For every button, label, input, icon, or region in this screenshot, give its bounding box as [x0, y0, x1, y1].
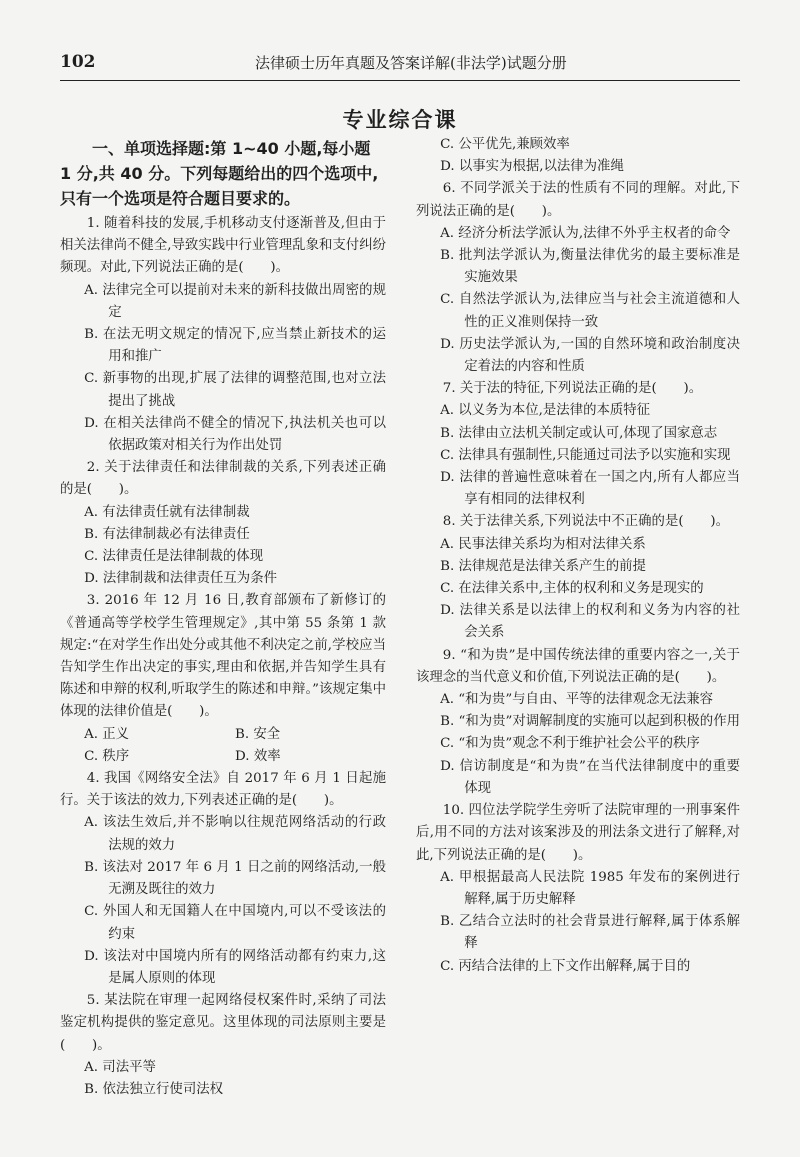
question-10-stem: 10. 四位法学院学生旁听了法院审理的一刑事案件后,用不同的方法对该案涉及的刑法条文进行了解释,对此,下列说法正确的是( )。 [416, 803, 740, 863]
question-9-option-a: A. “和为贵”与自由、平等的法律观念无法兼容 [440, 692, 714, 708]
question-5-option-b: B. 依法独立行使司法权 [84, 1081, 223, 1097]
question-9-option-d: D. 信访制度是“和为贵”在当代法律制度中的重要体现 [440, 758, 740, 796]
question-2-stem: 2. 关于法律责任和法律制裁的关系,下列表述正确的是( )。 [60, 460, 386, 498]
question-9-stem: 9. “和为贵”是中国传统法律的重要内容之一,关于该理念的当代意义和价值,下列说法正确的是( )。 [416, 647, 740, 685]
question-5-stem: 5. 某法院在审理一起网络侵权案件时,采纳了司法鉴定机构提供的鉴定意见。这里体现的司法原则主要是( )。 [60, 993, 386, 1053]
question-6-option-c: C. 自然法学派认为,法律应当与社会主流道德和人性的正义准则保持一致 [440, 292, 740, 330]
question-10-option-c: C. 丙结合法律的上下文作出解释,属于目的 [440, 958, 691, 974]
question-6-option-a: A. 经济分析法学派认为,法律不外乎主权者的命令 [440, 225, 731, 241]
page-number: 102 [60, 52, 96, 72]
question-6-option-b: B. 批判法学派认为,衡量法律优劣的最主要标准是实施效果 [440, 248, 740, 286]
question-6-option-d: D. 历史法学派认为,一国的自然环境和政治制度决定着法的内容和性质 [440, 336, 740, 375]
question-7-option-c: C. 法律具有强制性,只能通过司法予以实施和实现 [440, 447, 731, 463]
question-8-option-c: C. 在法律关系中,主体的权利和义务是现实的 [440, 581, 704, 597]
question-8-option-b: B. 法律规范是法律关系产生的前提 [440, 558, 646, 574]
question-3-stem: 3. 2016 年 12 月 16 日,教育部颁布了新修订的《普通高等学校学生管理规定》,其中第 55 条第 1 款规定:“在对学生作出处分或其他不利决定之前,学校应当告知学生作出决定的事实,理由和依据,并告知学生具有陈述和申辩的权利,听取学生的陈述和申辩。”该规定集中体现的法律价值是( )。 [60, 593, 386, 720]
question-9-option-b: B. “和为贵”对调解制度的实施可以起到积极的作用 [440, 714, 740, 730]
question-7-option-d: D. 法律的普遍性意味着在一国之内,所有人都应当享有相同的法律权利 [440, 470, 740, 508]
question-7-option-b: B. 法律由立法机关制定或认可,体现了国家意志 [440, 425, 718, 441]
question-2-option-d: D. 法律制裁和法律责任互为条件 [84, 571, 277, 587]
question-8-stem: 8. 关于法律关系,下列说法中不正确的是( )。 [442, 514, 729, 530]
question-4-option-a: A. 该法生效后,并不影响以往规范网络活动的行政法规的效力 [84, 815, 386, 853]
section-title: 专业综合课 [342, 108, 458, 132]
question-3-option-c: C. 秩序 [84, 748, 130, 764]
question-4-option-c: C. 外国人和无国籍人在中国境内,可以不受该法的约束 [84, 904, 386, 942]
question-7-option-a: A. 以义务为本位,是法律的本质特征 [440, 403, 651, 419]
question-5-option-c: C. 公平优先,兼顾效率 [440, 137, 570, 152]
question-1-option-c: C. 新事物的出现,扩展了法律的调整范围,也对立法提出了挑战 [84, 371, 386, 409]
question-4-stem: 4. 我国《网络安全法》自 2017 年 6 月 1 日起施行。关于该法的效力,下列表述正确的是( )。 [60, 771, 386, 809]
question-3-option-a: A. 正义 [84, 726, 130, 742]
question-3-option-b: B. 安全 [235, 726, 281, 742]
question-10-option-b: B. 乙结合立法时的社会背景进行解释,属于体系解释 [440, 914, 740, 952]
question-1-stem: 1. 随着科技的发展,手机移动支付逐渐普及,但由于相关法律尚不健全,导致实践中行业管理乱象和支付纠纷频现。对此,下列说法正确的是( )。 [60, 216, 386, 276]
header-rule [60, 80, 740, 81]
question-7-stem: 7. 关于法的特征,下列说法正确的是( )。 [442, 381, 703, 397]
question-8-option-d: D. 法律关系是以法律上的权利和义务为内容的社会关系 [440, 603, 740, 641]
question-3-options-row-1 [60, 724, 386, 746]
right-column [416, 134, 740, 978]
question-2-option-b: B. 有法律制裁必有法律责任 [84, 526, 250, 542]
question-5-option-a: A. 司法平等 [84, 1059, 156, 1075]
question-4-option-b: B. 该法对 2017 年 6 月 1 日之前的网络活动,一般无溯及既往的效力 [84, 859, 386, 898]
question-1-option-a: A. 法律完全可以提前对未来的新科技做出周密的规定 [84, 282, 386, 320]
question-2-option-c: C. 法律责任是法律制裁的体现 [84, 549, 264, 565]
page-header [60, 50, 740, 80]
question-2-option-a: A. 有法律责任就有法律制裁 [84, 504, 250, 520]
question-3-option-d: D. 效率 [235, 748, 281, 764]
question-4-option-d: D. 该法对中国境内所有的网络活动都有约束力,这是属人原则的体现 [84, 948, 386, 986]
question-1-option-b: B. 在法无明文规定的情况下,应当禁止新技术的运用和推广 [84, 327, 386, 365]
question-3-options-row-2 [60, 746, 386, 768]
question-10-option-a: A. 甲根据最高人民法院 1985 年发布的案例进行解释,属于历史解释 [440, 869, 740, 907]
question-8-option-a: A. 民事法律关系均为相对法律关系 [440, 536, 646, 552]
question-9-option-c: C. “和为贵”观念不利于维护社会公平的秩序 [440, 736, 700, 752]
left-column [60, 134, 386, 1101]
question-5-option-d: D. 以事实为根据,以法律为准绳 [440, 159, 624, 175]
question-1-option-d: D. 在相关法律尚不健全的情况下,执法机关也可以依据政策对相关行为作出处罚 [84, 415, 386, 454]
question-6-stem: 6. 不同学派关于法的性质有不同的理解。对此,下列说法正确的是( )。 [416, 181, 740, 219]
running-title: 法律硕士历年真题及答案详解(非法学)试题分册 [255, 54, 567, 72]
section-instructions: 一、单项选择题:第 1~40 小题,每小题 1 分,共 40 分。下列每题给出的四个选项中,只有一个选项是符合题目要求的。 [60, 139, 379, 208]
